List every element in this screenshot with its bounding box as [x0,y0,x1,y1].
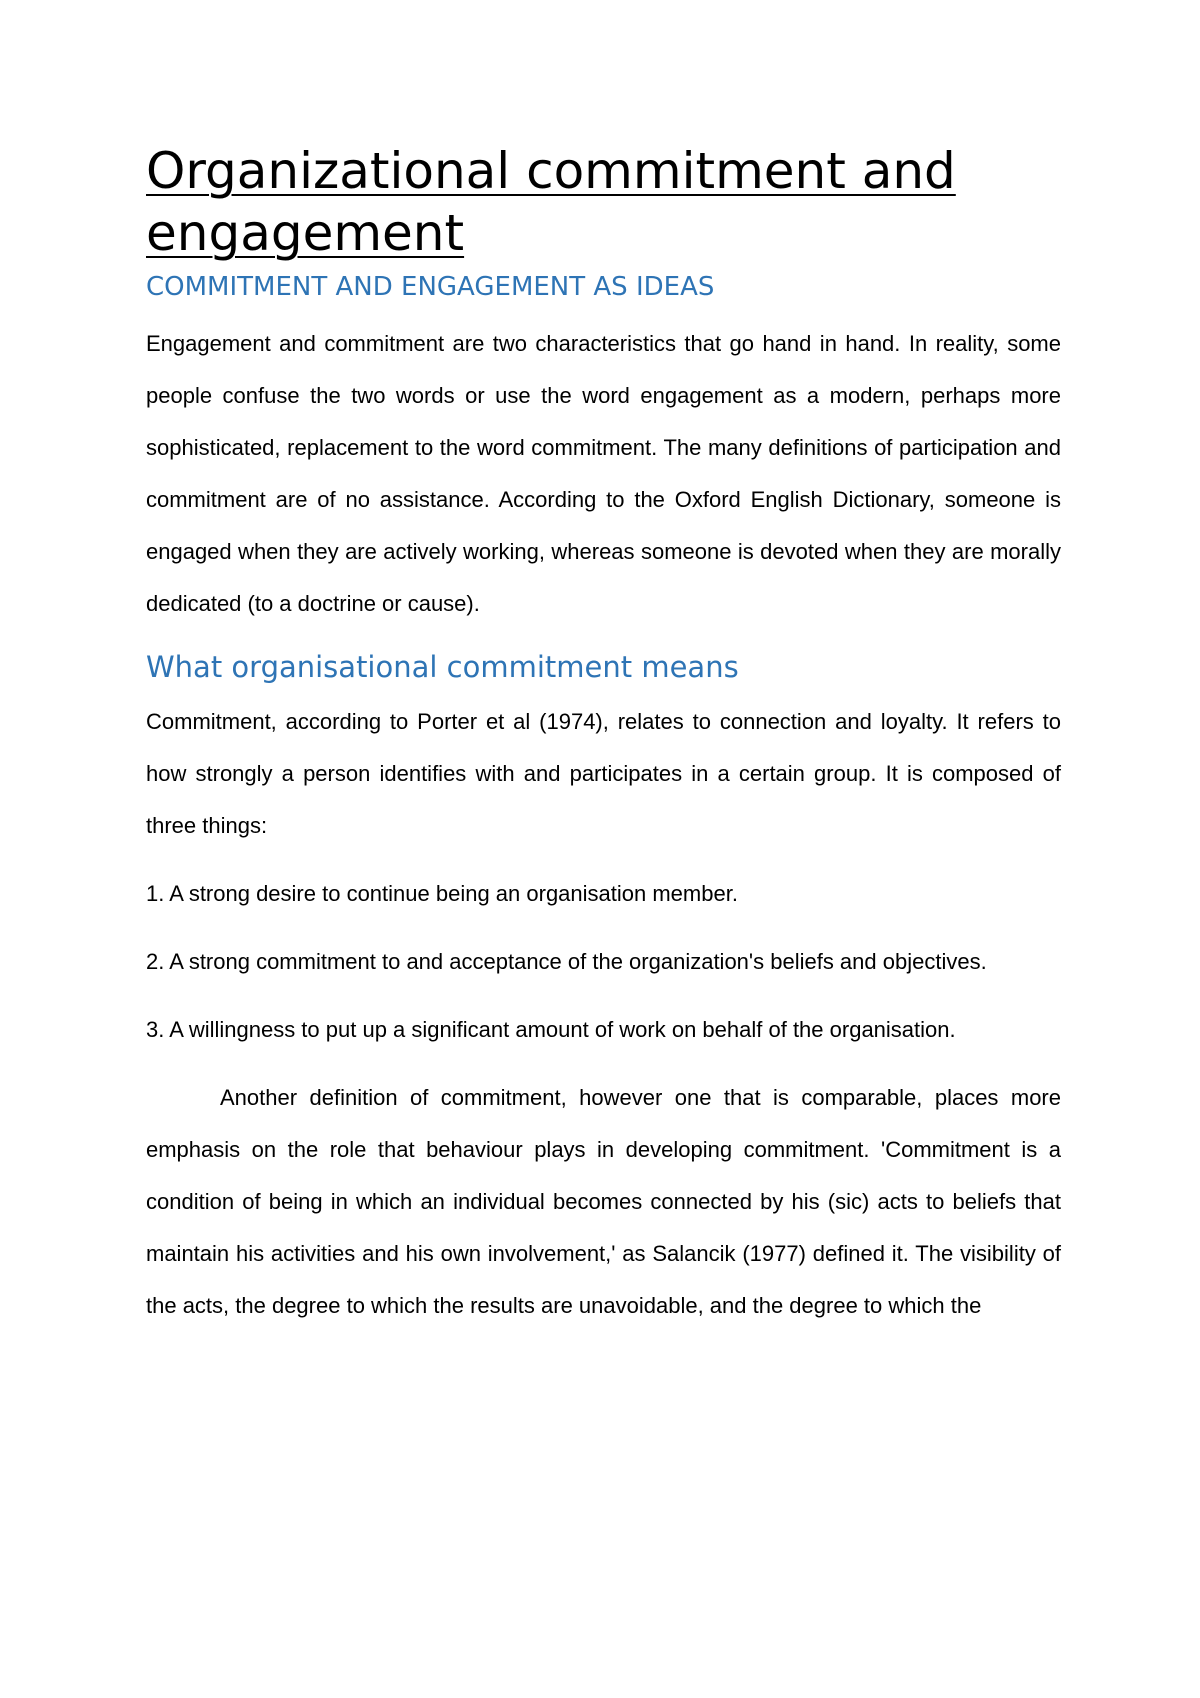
document-page [146,140,1061,1348]
list-item-1: 1. A strong desire to continue being an organisation member. [146,881,738,906]
section-paragraph: Commitment, according to Porter et al (1974), relates to connection and loyalty. It refers to how strongly a person identifies with and participates in a certain group. It is composed of three things: [146,709,1061,838]
document-subtitle: COMMITMENT AND ENGAGEMENT AS IDEAS [146,272,715,302]
intro-paragraph: Engagement and commitment are two characteristics that go hand in hand. In reality, some people confuse the two words or use the word engagement as a modern, perhaps more sophisticated, replacement to the word commitment. The many definitions of participation and commitment are of no assistance. According to the Oxford English Dictionary, someone is engaged when they are actively working, whereas someone is devoted when they are morally dedicated (to a doctrine or cause). [146,331,1061,616]
section-heading: What organisational commitment means [146,650,739,684]
list-item-3: 3. A willingness to put up a significant amount of work on behalf of the organisation. [146,1017,956,1042]
document-title: Organizational commitment and engagement [146,142,956,262]
list-item-2: 2. A strong commitment to and acceptance of the organization's beliefs and objectives. [146,949,987,974]
closing-paragraph: Another definition of commitment, however one that is comparable, places more emphasis on the role that behaviour plays in developing commitment. 'Commitment is a condition of being in which an individual becomes connected by his (sic) acts to beliefs that maintain his activities and his own involvement,' as Salancik (1977) defined it. The visibility of the acts, the degree to which the results are unavoidable, and the degree to which the [146,1085,1061,1318]
